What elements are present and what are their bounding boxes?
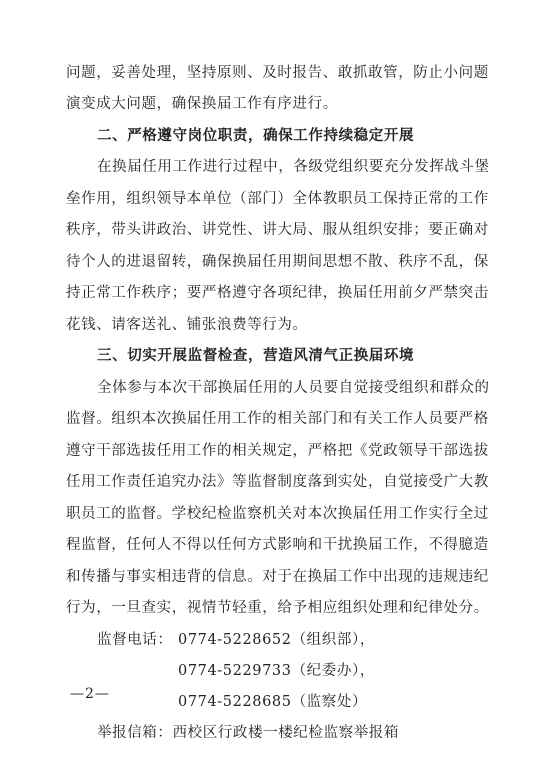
body-line: 秩序，带头讲政治、讲党性、讲大局、服从组织安排；要正确对: [66, 222, 489, 238]
contact-phone: 0774-5229733（纪委办），: [178, 663, 375, 679]
body-line: 职员工的监督。学校纪检监察机关对本次换届任用工作实行全过: [66, 506, 489, 522]
page-number: —2—: [70, 686, 110, 702]
body-line: 问题，妥善处理，坚持原则、及时报告、敢抓敢管，防止小问题: [66, 65, 489, 81]
body-line: 监督。组织本次换届任用工作的相关部门和有关工作人员要严格: [66, 411, 489, 427]
body-line: 在换届任用工作进行过程中，各级党组织要充分发挥战斗堡: [97, 159, 490, 175]
body-line: 持正常工作秩序；要严格遵守各项纪律，换届任用前夕严禁突击: [66, 285, 489, 301]
body-line: 待个人的进退留转，确保换届任用期间思想不散、秩序不乱，保: [66, 254, 489, 270]
body-line: 花钱、请客送礼、铺张浪费等行为。: [66, 317, 308, 333]
body-line: 行为，一旦查实，视情节轻重，给予相应组织处理和纪律处分。: [66, 600, 489, 616]
contact-phone: 0774-5228685（监察处）: [178, 694, 368, 710]
body-line: 程监督，任何人不得以任何方式影响和干扰换届工作，不得臆造: [66, 537, 489, 553]
section-heading-2: 二、严格遵守岗位职责，确保工作持续稳定开展: [97, 128, 415, 144]
contact-phone-label: 监督电话：: [97, 632, 173, 648]
section-heading-3: 三、切实开展监督检查，营造风清气正换届环境: [97, 348, 415, 364]
body-line: 垒作用，组织领导本单位（部门）全体教职员工保持正常的工作: [66, 191, 489, 207]
report-mailbox: 举报信箱：西校区行政楼一楼纪检监察举报箱: [97, 725, 399, 741]
body-line: 全体参与本次干部换届任用的人员要自觉接受组织和群众的: [97, 380, 490, 396]
body-line: 和传播与事实相违背的信息。对于在换届工作中出现的违规违纪: [66, 569, 489, 585]
body-line: 任用工作责任追究办法》等监督制度落到实处，自觉接受广大教: [66, 474, 489, 490]
body-line: 演变成大问题，确保换届工作有序进行。: [66, 96, 338, 112]
contact-phone: 0774-5228652（组织部），: [178, 632, 375, 648]
body-line: 遵守干部选拔任用工作的相关规定，严格把《党政领导干部选拔: [66, 443, 489, 459]
